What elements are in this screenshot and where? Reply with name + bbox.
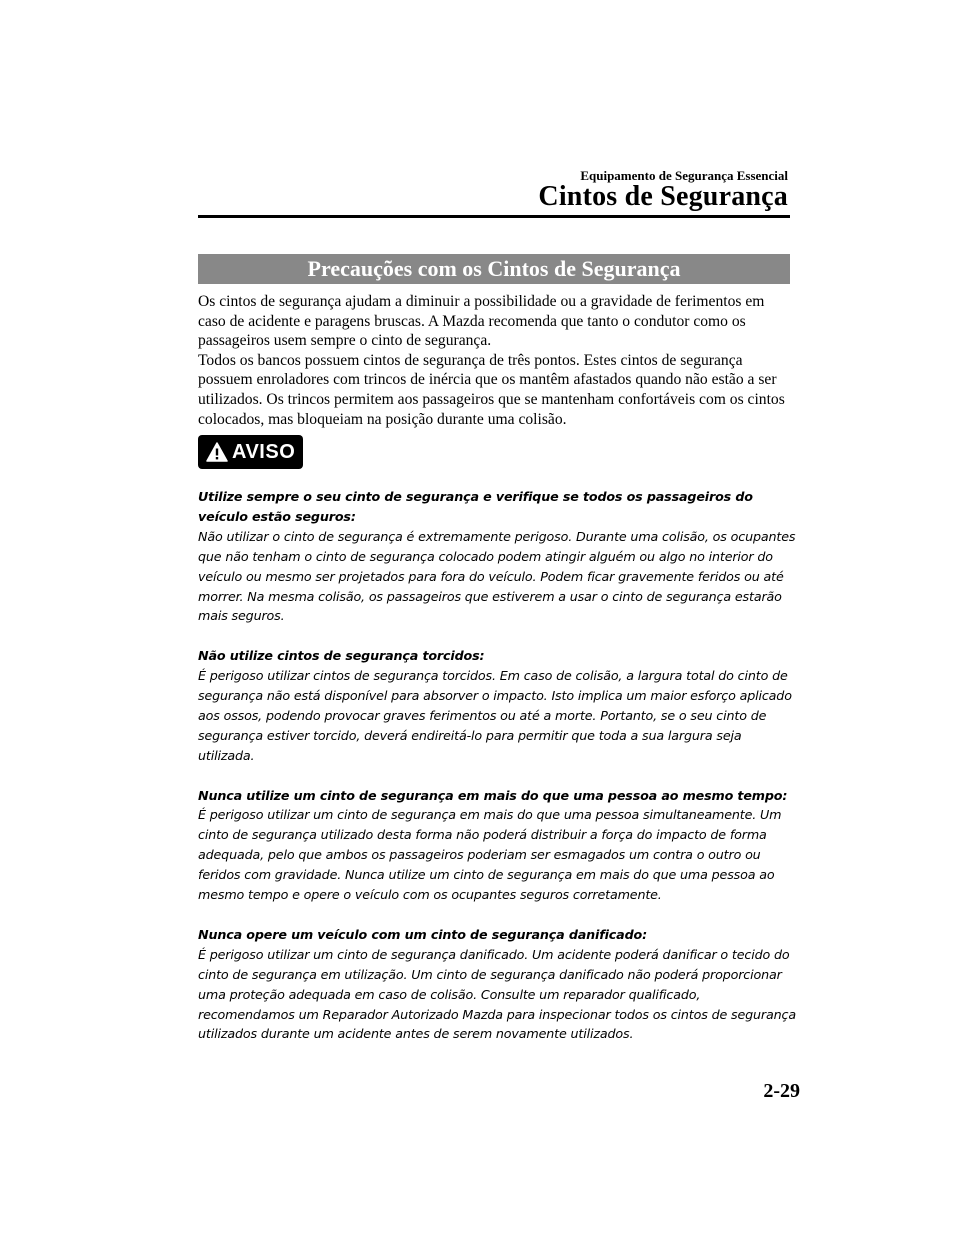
warning-block: [198, 925, 796, 1044]
warning-body: É perigoso utilizar um cinto de segurança danificado. Um acidente poderá danificar o tecido do cinto de segurança em utilização. Um cinto de segurança danificado não poderá proporcionar uma proteção adequada em caso de colisão. Consulte um reparador qualificado, recomendamos um Reparador Autorizado Mazda para inspecionar todos os cintos de segurança utilizados durante um acidente antes de serem novamente utilizados.: [198, 946, 796, 1042]
header-rule: [198, 215, 790, 218]
warning-block: [198, 646, 796, 765]
warning-body: É perigoso utilizar cintos de segurança torcidos. Em caso de colisão, a largura total do cinto de segurança não está disponível para absorver o impacto. Isto implica um maior esforço aplicado aos ossos, podendo provocar graves ferimentos ou até a morte. Portanto, se o seu cinto de segurança estiver torcido, deverá endireitá-lo para permitir que toda a sua largura seja utilizada.: [198, 668, 792, 763]
page-number: 2-29: [763, 1080, 800, 1102]
header-section-label: Equipamento de Segurança Essencial: [580, 168, 788, 183]
intro-paragraph: Os cintos de segurança ajudam a diminuir a possibilidade ou a gravidade de ferimentos em caso de acidente e paragens bruscas. A Mazda recomenda que tanto o condutor como os passageiros usem sempre o cinto de segurança.: [198, 293, 765, 350]
warning-body: Não utilizar o cinto de segurança é extremamente perigoso. Durante uma colisão, os ocupantes que não tenham o cinto de segurança colocado podem atingir alguém ou algo no interior do veículo ou mesmo ser projetados para fora do veículo. Podem ficar gravemente feridos ou até morrer. Na mesma colisão, os passageiros que estiverem a usar o cinto de segurança estarão mais seguros.: [198, 528, 796, 624]
warning-heading: Nunca opere um veículo com um cinto de segurança danificado:: [198, 926, 648, 942]
warning-heading: Não utilize cintos de segurança torcidos:: [198, 648, 485, 664]
warning-block: [198, 487, 796, 626]
warning-heading: Nunca utilize um cinto de segurança em mais do que uma pessoa ao mesmo tempo:: [198, 787, 788, 803]
warning-block: [198, 786, 796, 905]
warning-heading: Utilize sempre o seu cinto de segurança e verifique se todos os passageiros do veículo estão seguros:: [198, 489, 753, 524]
warnings-list: [198, 487, 796, 1064]
intro-paragraph: Todos os bancos possuem cintos de segurança de três pontos. Estes cintos de segurança possuem enroladores com trincos de inércia que os mantêm afastados quando não estão a ser utilizados. Os trincos permitem aos passageiros que se mantenham confortáveis com os cintos colocados, mas bloqueiam na posição durante uma colisão.: [198, 351, 785, 428]
warning-triangle-icon: [206, 442, 228, 462]
aviso-badge: [198, 435, 303, 469]
header-chapter-title: Cintos de Segurança: [538, 181, 788, 212]
warning-body: É perigoso utilizar um cinto de segurança em mais do que uma pessoa simultaneamente. Um cinto de segurança utilizado desta forma não poderá distribuir a força do impacto de forma adequada, pelo que ambos os passageiros poderiam ser esmagados um contra o outro ou feridos com gravidade. Nunca utilize um cinto de segurança em mais do que uma pessoa ao mesmo tempo e opere o veículo com os ocupantes seguros corretamente.: [198, 807, 782, 903]
aviso-label: AVISO: [232, 440, 296, 463]
section-title-bar: Precauções com os Cintos de Segurança: [198, 254, 790, 284]
intro-text: [198, 292, 793, 429]
